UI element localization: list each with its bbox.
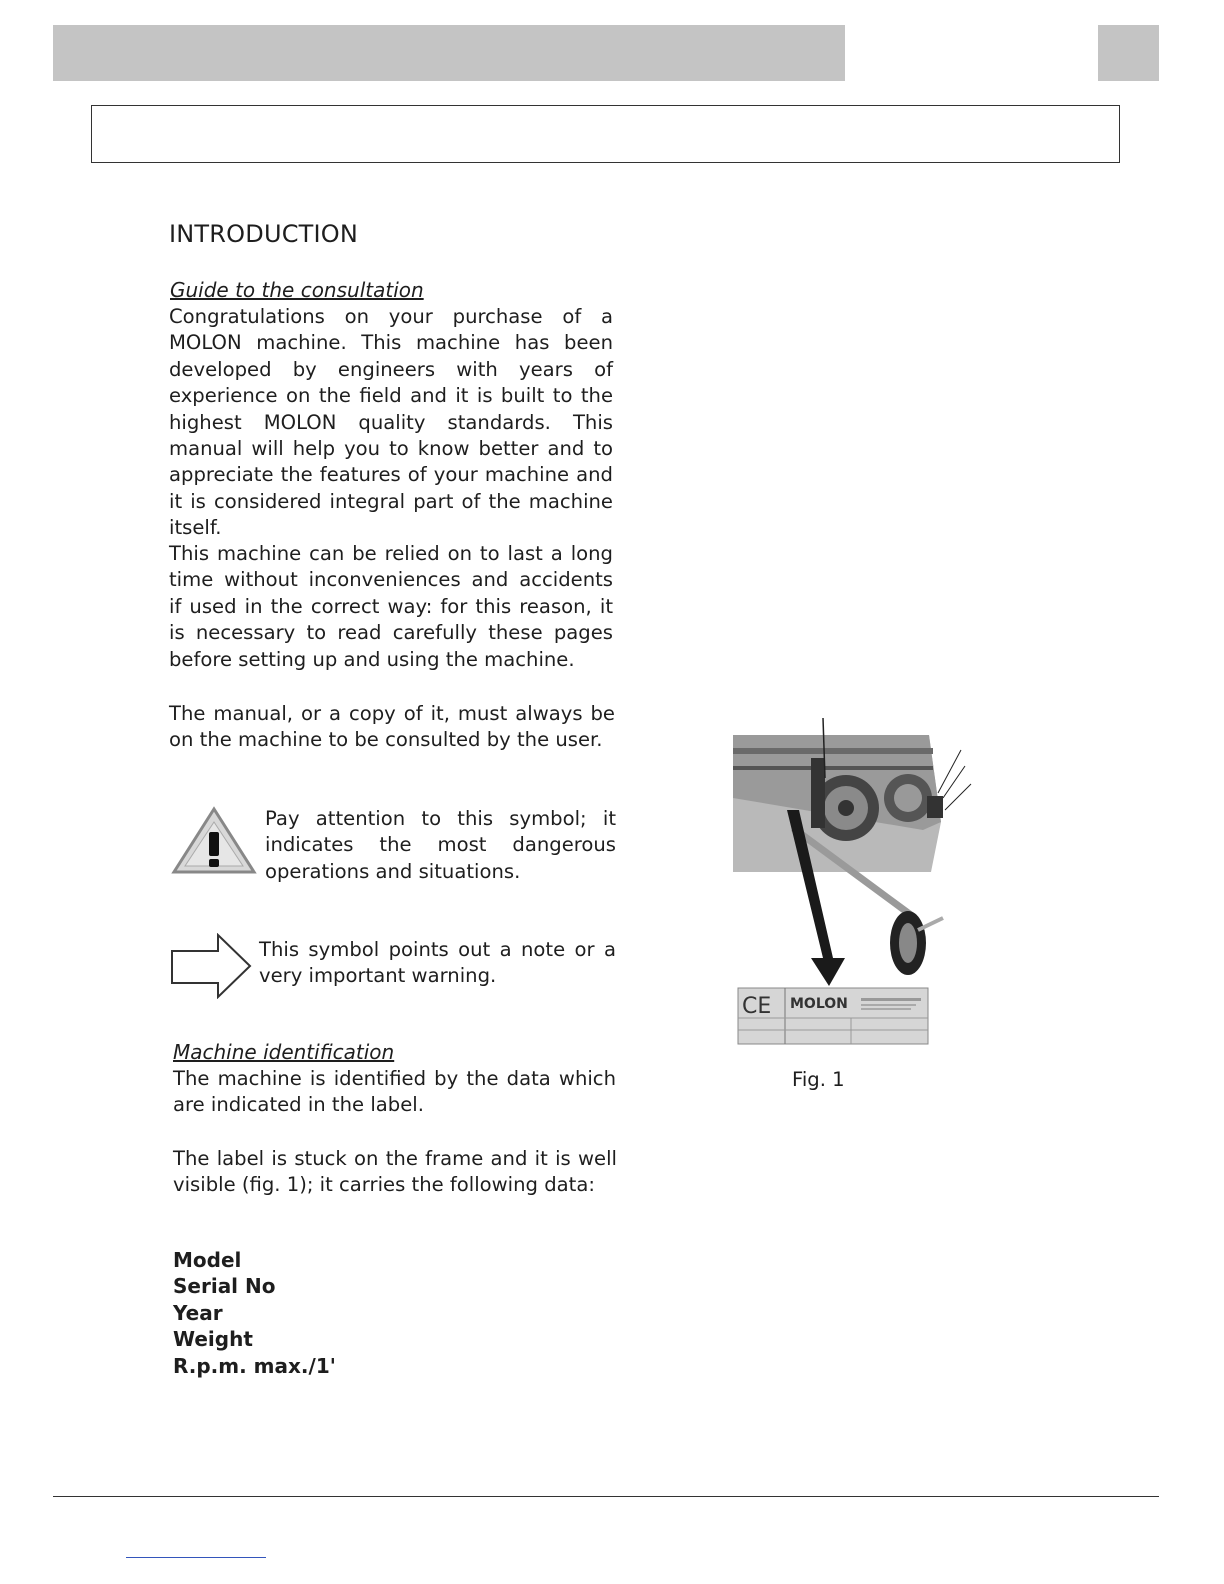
identification-paragraph-2: The label is stuck on the frame and it is well visible (fig. 1); it carries the following data:: [173, 1147, 617, 1197]
note-arrow-icon: [170, 933, 254, 999]
guide-paragraph-3: The manual, or a copy of it, must always be on the machine to be consulted by the user.: [169, 702, 615, 752]
guide-paragraph-2: This machine can be relied on to last a long time without inconveniences and accidents if used in the correct way: for this reason, it is necessary to read carefully these pages before setting up and using the machine.: [169, 542, 613, 671]
label-field-weight: Weight: [173, 1327, 253, 1352]
header-page-tab: [1098, 25, 1159, 81]
warning-symbol-text: Pay attention to this symbol; it indicates the most dangerous operations and situations.: [265, 807, 616, 883]
header-title-box: [91, 105, 1120, 163]
guide-subheading: Guide to the consultation: [170, 278, 424, 302]
warning-triangle-icon: [171, 806, 257, 876]
figure-caption: Fig. 1: [792, 1068, 845, 1091]
plate-brand: MOLON: [790, 996, 848, 1012]
label-field-year: Year: [173, 1300, 223, 1325]
guide-paragraph-1: Congratulations on your purchase of a MOLON machine. This machine has been developed by engineers with years of experience on the field and it is built to the highest MOLON quality standards. This manual will help you to know better and to appreciate the features of your machine and it is considered integral part of the machine itself.: [169, 305, 613, 540]
machine-photo-figure: [733, 718, 973, 1048]
footer-divider: [53, 1496, 1159, 1497]
label-field-serial: Serial No: [173, 1274, 276, 1299]
footer-link-underline: [126, 1557, 266, 1558]
identification-subheading: Machine identification: [173, 1040, 395, 1064]
label-data-list: [173, 1247, 336, 1379]
identification-paragraph-1: The machine is identified by the data which are indicated in the label.: [173, 1067, 616, 1117]
note-symbol-text: This symbol points out a note or a very important warning.: [259, 938, 616, 988]
label-field-model: Model: [173, 1248, 242, 1272]
label-field-rpm: R.p.m. max./1': [173, 1353, 336, 1378]
plate-ce-mark: CE: [742, 994, 772, 1019]
header-bar: [53, 25, 845, 81]
page-title: INTRODUCTION: [169, 220, 359, 248]
